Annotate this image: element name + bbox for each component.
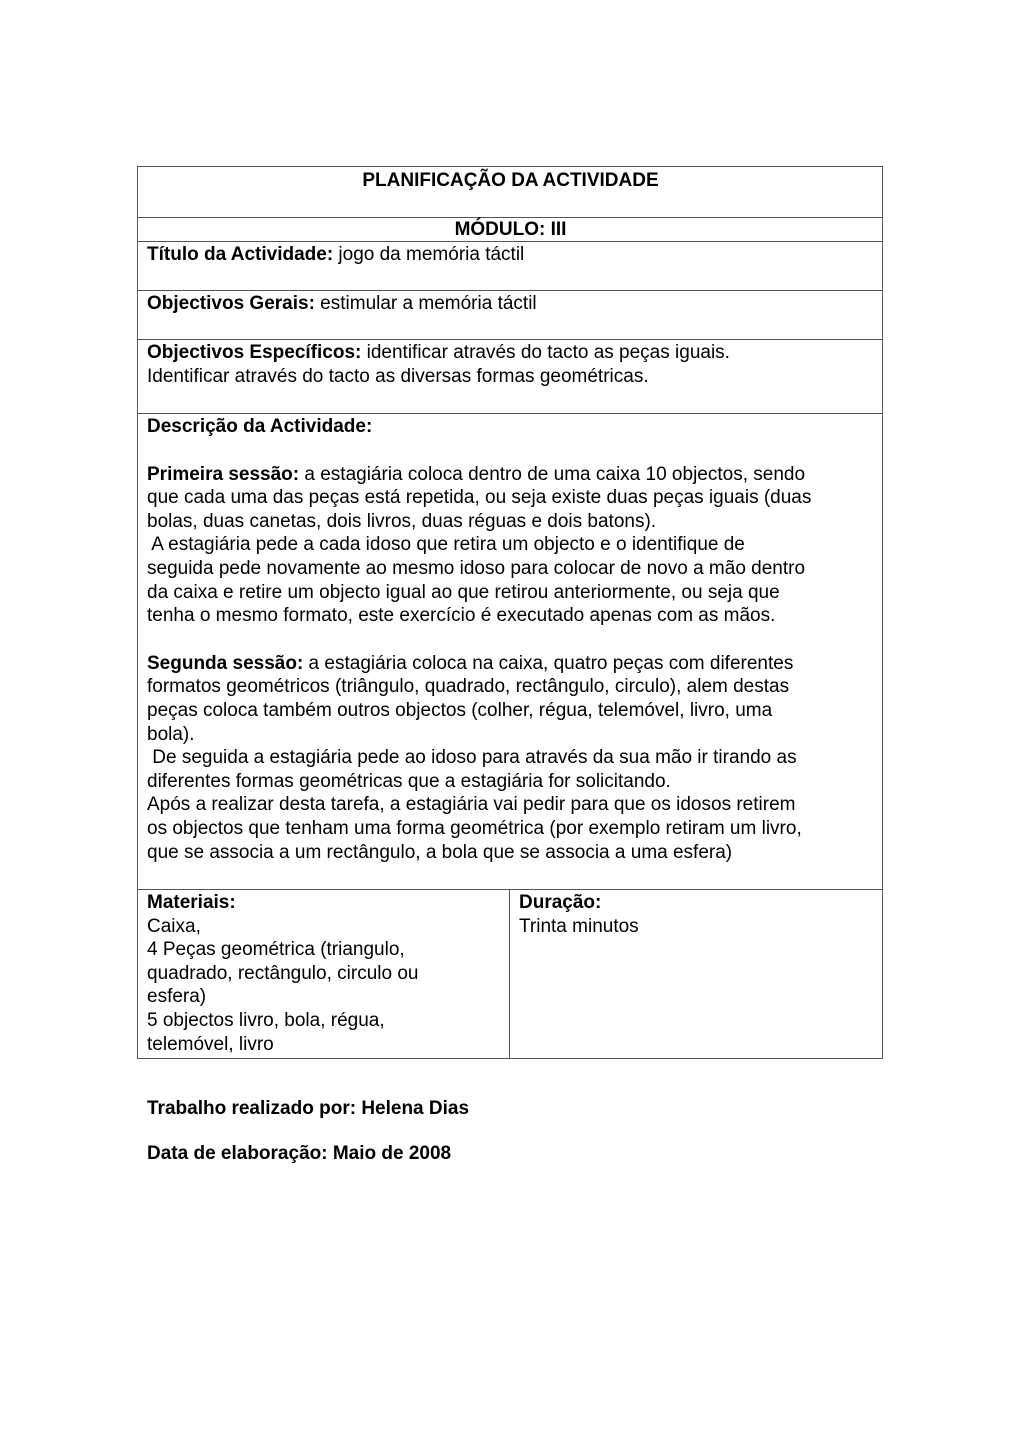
duration-cell xyxy=(510,890,883,1059)
first-session-line: tenha o mesmo formato, este exercício é executado apenas com as mãos. xyxy=(147,605,776,627)
description-label: Descrição da Actividade: xyxy=(147,416,373,437)
materials-label: Materiais: xyxy=(147,892,236,913)
first-session-line: A estagiária pede a cada idoso que retira um objecto e o identifique de xyxy=(147,534,745,556)
first-session-line: bolas, duas canetas, dois livros, duas réguas e dois batons). xyxy=(147,510,657,532)
duration-value: Trinta minutos xyxy=(519,915,639,937)
second-session-line: diferentes formas geométricas que a estagiária for solicitando. xyxy=(147,770,671,792)
materials-line: quadrado, rectângulo, circulo ou xyxy=(147,962,419,984)
first-session-line: seguida pede novamente ao mesmo idoso para colocar de novo a mão dentro xyxy=(147,557,806,579)
document-title: PLANIFICAÇÃO DA ACTIVIDADE xyxy=(138,167,883,218)
activity-title-cell xyxy=(138,242,883,291)
second-session-line: bola). xyxy=(147,723,195,745)
first-session-line: a estagiária coloca dentro de uma caixa 10 objectos, sendo xyxy=(299,463,806,485)
specific-objectives-line: identificar através do tacto as peças iguais. xyxy=(361,342,730,363)
materials-line: 4 Peças geométrica (triangulo, xyxy=(147,939,405,961)
first-session-label: Primeira sessão: xyxy=(147,463,300,485)
second-session-line: peças coloca também outros objectos (colher, régua, telemóvel, livro, uma xyxy=(147,699,773,721)
second-session-line: os objectos que tenham uma forma geométrica (por exemplo retiram um livro, xyxy=(147,817,802,839)
materials-line: esfera) xyxy=(147,986,207,1008)
materials-cell xyxy=(138,890,510,1059)
duration-label: Duração: xyxy=(519,892,602,913)
second-session-line: Após a realizar desta tarefa, a estagiária vai pedir para que os idosos retirem xyxy=(147,794,796,816)
activity-title-label: Título da Actividade: xyxy=(147,244,334,265)
activity-title-value: jogo da memória táctil xyxy=(333,244,525,265)
general-objectives-value: estimular a memória táctil xyxy=(314,293,537,314)
date-line: Data de elaboração: Maio de 2008 xyxy=(147,1143,452,1164)
second-session-line: que se associa a um rectângulo, a bola que se associa a uma esfera) xyxy=(147,841,733,863)
first-session-line: que cada uma das peças está repetida, ou seja existe duas peças iguais (duas xyxy=(147,487,812,509)
specific-objectives-line: Identificar através do tacto as diversas formas geométricas. xyxy=(147,365,649,387)
specific-objectives-label: Objectivos Específicos: xyxy=(147,342,362,363)
second-session-line: a estagiária coloca na caixa, quatro peças com diferentes xyxy=(303,652,794,674)
general-objectives-cell xyxy=(138,291,883,340)
materials-line: telemóvel, livro xyxy=(147,1033,274,1055)
second-session-label: Segunda sessão: xyxy=(147,652,304,674)
specific-objectives-cell xyxy=(138,340,883,414)
second-session-line: formatos geométricos (triângulo, quadrado, rectângulo, circulo), alem destas xyxy=(147,676,790,698)
general-objectives-label: Objectivos Gerais: xyxy=(147,293,315,314)
first-session-line: da caixa e retire um objecto igual ao que retirou anteriormente, ou seja que xyxy=(147,581,780,603)
materials-line: 5 objectos livro, bola, régua, xyxy=(147,1009,385,1031)
author-line: Trabalho realizado por: Helena Dias xyxy=(147,1098,470,1119)
materials-line: Caixa, xyxy=(147,915,201,937)
activity-plan-table xyxy=(137,166,883,1059)
second-session-line: De seguida a estagiária pede ao idoso para através da sua mão ir tirando as xyxy=(147,747,797,769)
module-heading: MÓDULO: III xyxy=(138,218,883,242)
description-cell xyxy=(138,414,883,890)
